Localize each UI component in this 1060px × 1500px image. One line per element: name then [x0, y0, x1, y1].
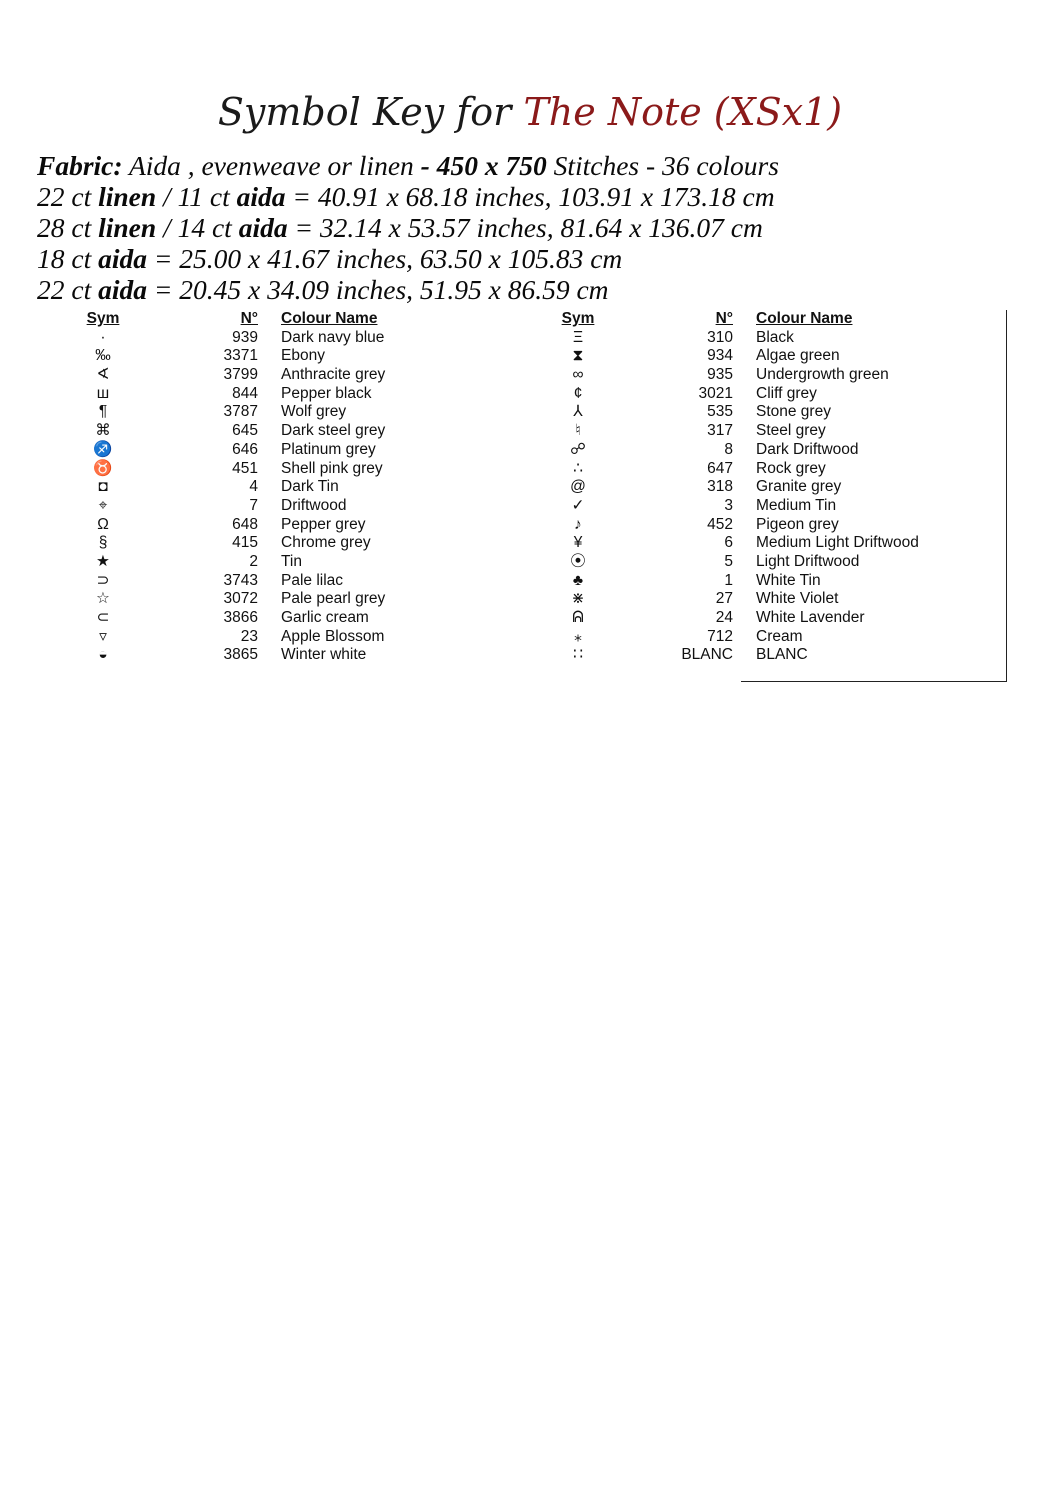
- symbol-glyph: Ξ: [572, 328, 584, 346]
- colour-name: Pigeon grey: [756, 515, 839, 533]
- symbol-glyph: Ω: [97, 515, 109, 533]
- colour-number: 645: [232, 422, 258, 440]
- colour-number: 451: [232, 459, 258, 477]
- symbol-glyph: ∞: [572, 366, 584, 384]
- symbol-glyph: ∷: [573, 646, 583, 664]
- size-dimensions: = 40.91 x 68.18 inches, 103.91 x 173.18 cm: [285, 181, 775, 212]
- colour-number: 535: [707, 403, 733, 421]
- colour-number: 27: [715, 590, 733, 608]
- border-line: [1006, 310, 1007, 682]
- size-line: [37, 274, 1037, 305]
- colour-name: Cream: [756, 627, 803, 645]
- colour-name: Algae green: [756, 347, 840, 365]
- page-title: [0, 92, 1060, 134]
- colour-number: 1: [724, 571, 733, 589]
- colour-name: Chrome grey: [281, 534, 371, 552]
- size-material: linen: [98, 212, 157, 243]
- colour-number: BLANC: [681, 646, 733, 664]
- fabric-label: Fabric:: [37, 150, 123, 181]
- symbol-glyph: ♮: [575, 422, 581, 440]
- colour-number: 7: [249, 496, 258, 514]
- colour-number: 415: [232, 534, 258, 552]
- fabric-dash: -: [420, 150, 437, 181]
- colour-number: 5: [724, 552, 733, 570]
- symbol-glyph: ·: [100, 328, 106, 346]
- size-count: 28 ct: [37, 212, 99, 243]
- colour-name: Light Driftwood: [756, 552, 860, 570]
- colour-number: 648: [232, 515, 258, 533]
- colour-name: Dark steel grey: [281, 422, 386, 440]
- symbol-glyph: ◒: [98, 646, 108, 664]
- colour-number: 6: [724, 534, 733, 552]
- colour-name: Steel grey: [756, 422, 826, 440]
- colour-number: 8: [724, 440, 733, 458]
- symbol-glyph: ∴: [573, 459, 583, 477]
- colour-name: Dark Tin: [281, 478, 339, 496]
- symbol-glyph: ♐: [93, 440, 113, 458]
- size-material: aida: [238, 212, 288, 243]
- fabric-info: [37, 150, 1037, 305]
- colour-name: White Tin: [756, 571, 821, 589]
- colour-number: 452: [707, 515, 733, 533]
- colour-number: 310: [707, 328, 733, 346]
- symbol-glyph: ♣: [572, 571, 584, 589]
- size-material: aida: [98, 243, 147, 274]
- size-line: [37, 212, 1037, 243]
- symbol-glyph: ¥: [573, 534, 583, 552]
- colour-number: 3799: [223, 366, 258, 384]
- colour-number: 3: [724, 496, 733, 514]
- colour-number: 3865: [223, 646, 258, 664]
- size-dimensions: = 20.45 x 34.09 inches, 51.95 x 86.59 cm: [147, 274, 609, 305]
- colour-name: Wolf grey: [281, 403, 347, 421]
- colour-name: Ebony: [281, 347, 325, 365]
- colour-number: 2: [249, 552, 258, 570]
- colour-number: 647: [707, 459, 733, 477]
- colour-name: Pepper grey: [281, 515, 366, 533]
- colour-name: Pepper black: [281, 384, 372, 402]
- colour-number: 3787: [223, 403, 258, 421]
- symbol-glyph: ⋇: [571, 590, 585, 608]
- symbol-glyph: ★: [96, 552, 110, 570]
- symbol-glyph: §: [98, 534, 108, 552]
- symbol-glyph: ⌘: [95, 422, 111, 440]
- colour-number: 844: [232, 384, 258, 402]
- symbol-glyph: ◘: [98, 478, 108, 496]
- symbol-glyph: ⌖: [98, 496, 108, 514]
- size-material: aida: [236, 181, 286, 212]
- colour-number: 3072: [223, 590, 258, 608]
- symbol-glyph: ⅄: [573, 403, 583, 421]
- colour-name: Pale pearl grey: [281, 590, 386, 608]
- symbol-glyph: ¶: [98, 403, 108, 421]
- colour-name: Black: [756, 328, 794, 346]
- fabric-types: Aida , evenweave or linen: [122, 150, 421, 181]
- colour-number: 934: [707, 347, 733, 365]
- colour-name: Stone grey: [756, 403, 831, 421]
- colour-number: 3866: [223, 609, 258, 626]
- fabric-rest: Stitches - 36 colours: [546, 150, 779, 181]
- colour-name: Undergrowth green: [756, 366, 889, 384]
- fabric-line: [37, 150, 1037, 181]
- symbol-glyph: ⊂: [96, 609, 110, 626]
- colour-name: White Lavender: [756, 609, 865, 626]
- size-count: 18 ct: [37, 243, 99, 274]
- colour-name: Granite grey: [756, 478, 842, 496]
- border-line: [741, 681, 1007, 682]
- symbol-glyph: ☆: [96, 590, 110, 608]
- symbol-glyph: ⧗: [572, 347, 584, 365]
- colour-name: Medium Tin: [756, 496, 837, 514]
- header-colour-name: Colour Name: [281, 310, 378, 327]
- colour-name: Medium Light Driftwood: [756, 534, 919, 552]
- colour-number: 24: [715, 609, 733, 626]
- size-line: [37, 243, 1037, 274]
- header-colour-name: Colour Name: [756, 310, 853, 327]
- colour-name: BLANC: [756, 646, 808, 664]
- size-line: [37, 181, 1037, 212]
- colour-name: Platinum grey: [281, 440, 376, 458]
- colour-number: 317: [707, 422, 733, 440]
- colour-name: Rock grey: [756, 459, 826, 477]
- size-material: aida: [98, 274, 147, 305]
- colour-number: 4: [249, 478, 258, 496]
- symbol-glyph: ‰: [95, 347, 111, 365]
- colour-number: 935: [707, 366, 733, 384]
- symbol-glyph: @: [570, 478, 586, 496]
- symbol-glyph: ∢: [96, 366, 110, 384]
- header-number: N°: [240, 310, 258, 327]
- size-dimensions: = 32.14 x 53.57 inches, 81.64 x 136.07 cm: [287, 212, 763, 243]
- colour-name: Shell pink grey: [281, 459, 383, 477]
- colour-name: Pale lilac: [281, 571, 344, 589]
- size-material: linen: [98, 181, 157, 212]
- stitch-size: 450 x 750: [436, 150, 547, 181]
- colour-number: 712: [707, 627, 733, 645]
- symbol-glyph: ¢: [573, 384, 583, 402]
- colour-name: Tin: [281, 552, 302, 570]
- colour-number: 939: [232, 328, 258, 346]
- symbol-glyph: ш: [96, 384, 110, 402]
- colour-name: Cliff grey: [756, 384, 817, 402]
- header-sym: Sym: [86, 310, 120, 327]
- symbol-glyph: ▿: [99, 627, 107, 645]
- symbol-glyph: ♪: [574, 515, 582, 533]
- colour-name: Anthracite grey: [281, 366, 386, 384]
- size-dimensions: = 25.00 x 41.67 inches, 63.50 x 105.83 cm: [147, 243, 623, 274]
- colour-name: Winter white: [281, 646, 367, 664]
- colour-number: 3371: [223, 347, 258, 365]
- size-separator: / 11 ct: [156, 181, 237, 212]
- symbol-glyph: ⁎: [574, 627, 582, 645]
- colour-name: Apple Blossom: [281, 627, 385, 645]
- colour-number: 3021: [698, 384, 733, 402]
- colour-name: Driftwood: [281, 496, 347, 514]
- colour-number: 23: [240, 627, 258, 645]
- colour-name: Dark navy blue: [281, 328, 385, 346]
- colour-number: 646: [232, 440, 258, 458]
- symbol-glyph: ᕱ: [572, 609, 584, 626]
- size-count: 22 ct: [37, 274, 99, 305]
- header-sym: Sym: [561, 310, 595, 327]
- symbol-glyph: ☍: [570, 440, 586, 458]
- pattern-name: The Note (XSx1): [523, 90, 843, 134]
- header-number: N°: [715, 310, 733, 327]
- size-count: 22 ct: [37, 181, 99, 212]
- colour-name: White Violet: [756, 590, 839, 608]
- colour-name: Dark Driftwood: [756, 440, 859, 458]
- symbol-glyph: ⊃: [96, 571, 110, 589]
- title-prefix: Symbol Key for: [217, 90, 512, 134]
- colour-name: Garlic cream: [281, 609, 369, 626]
- colour-number: 318: [707, 478, 733, 496]
- colour-number: 3743: [223, 571, 258, 589]
- symbol-glyph: ⦿: [570, 552, 586, 570]
- symbol-glyph: ✓: [571, 496, 585, 514]
- symbol-glyph: ♉: [93, 459, 113, 477]
- size-separator: / 14 ct: [156, 212, 239, 243]
